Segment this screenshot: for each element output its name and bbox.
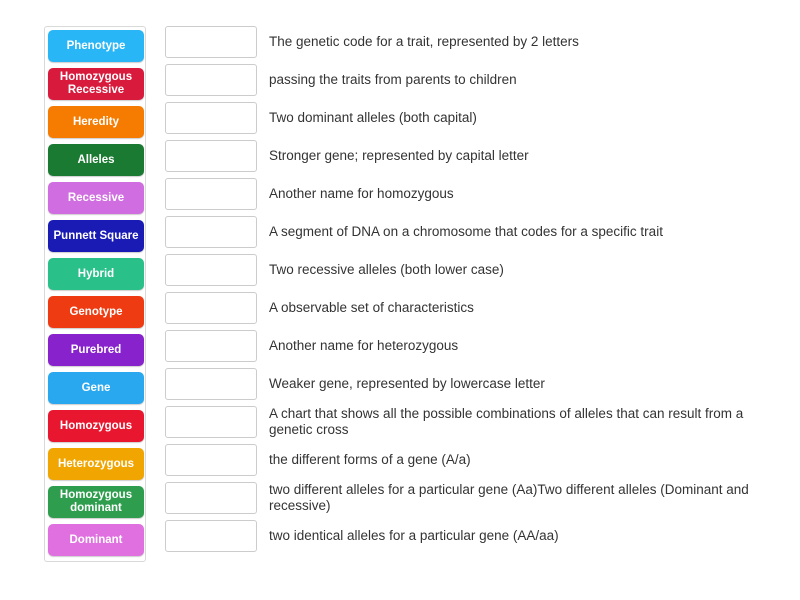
draggable-tile[interactable]: Phenotype <box>48 30 144 62</box>
definition-text: Two recessive alleles (both lower case) <box>269 262 504 277</box>
definition-text: Two dominant alleles (both capital) <box>269 110 477 125</box>
definition-text: Stronger gene; represented by capital letter <box>269 148 529 163</box>
match-row <box>165 330 785 362</box>
definition-text: Another name for homozygous <box>269 186 454 201</box>
draggable-tile[interactable]: Punnett Square <box>48 220 144 252</box>
definition-text: two identical alleles for a particular gene (AA/aa) <box>269 528 559 543</box>
definition-text: The genetic code for a trait, represented by 2 letters <box>269 34 579 49</box>
draggable-tile[interactable]: Gene <box>48 372 144 404</box>
definition-text: A observable set of characteristics <box>269 300 474 315</box>
match-row <box>165 482 785 514</box>
draggable-tile[interactable]: Hybrid <box>48 258 144 290</box>
draggable-tile[interactable]: Alleles <box>48 144 144 176</box>
answer-dropzone[interactable] <box>165 482 257 514</box>
match-row <box>165 292 785 324</box>
definition-text: Weaker gene, represented by lowercase letter <box>269 376 545 391</box>
answer-dropzone[interactable] <box>165 64 257 96</box>
match-row <box>165 140 785 172</box>
answer-dropzone[interactable] <box>165 520 257 552</box>
definition-text: Another name for heterozygous <box>269 338 459 353</box>
answer-dropzone[interactable] <box>165 444 257 476</box>
match-row <box>165 102 785 134</box>
definition-text: two different alleles for a particular gene (Aa)Two different alleles (Dominant and recessive) <box>269 482 749 513</box>
answer-dropzone[interactable] <box>165 178 257 210</box>
draggable-tile[interactable]: Recessive <box>48 182 144 214</box>
match-row <box>165 178 785 210</box>
definition-text: the different forms of a gene (A/a) <box>269 452 471 467</box>
answer-dropzone[interactable] <box>165 102 257 134</box>
draggable-tile[interactable]: Heredity <box>48 106 144 138</box>
match-row <box>165 64 785 96</box>
match-row <box>165 444 785 476</box>
definition-text: passing the traits from parents to children <box>269 72 517 87</box>
answer-dropzone[interactable] <box>165 292 257 324</box>
draggable-tile[interactable]: Dominant <box>48 524 144 556</box>
match-row <box>165 26 785 58</box>
match-row <box>165 254 785 286</box>
match-row <box>165 406 785 438</box>
answer-dropzone[interactable] <box>165 216 257 248</box>
draggable-tile[interactable]: Genotype <box>48 296 144 328</box>
answer-dropzone[interactable] <box>165 406 257 438</box>
draggable-tile[interactable]: Homozygous <box>48 410 144 442</box>
answer-dropzone[interactable] <box>165 140 257 172</box>
match-row <box>165 368 785 400</box>
answer-dropzone[interactable] <box>165 368 257 400</box>
definition-rows <box>165 26 785 558</box>
match-row <box>165 520 785 552</box>
draggable-tile[interactable]: Homozygous dominant <box>48 486 144 518</box>
answer-dropzone[interactable] <box>165 26 257 58</box>
draggable-tile[interactable]: Homozygous Recessive <box>48 68 144 100</box>
draggable-tiles-panel <box>44 26 146 562</box>
answer-dropzone[interactable] <box>165 254 257 286</box>
definition-text: A segment of DNA on a chromosome that codes for a specific trait <box>269 224 663 239</box>
answer-dropzone[interactable] <box>165 330 257 362</box>
draggable-tile[interactable]: Purebred <box>48 334 144 366</box>
draggable-tile[interactable]: Heterozygous <box>48 448 144 480</box>
match-row <box>165 216 785 248</box>
definition-text: A chart that shows all the possible combinations of alleles that can result from a genetic cross <box>269 406 744 437</box>
